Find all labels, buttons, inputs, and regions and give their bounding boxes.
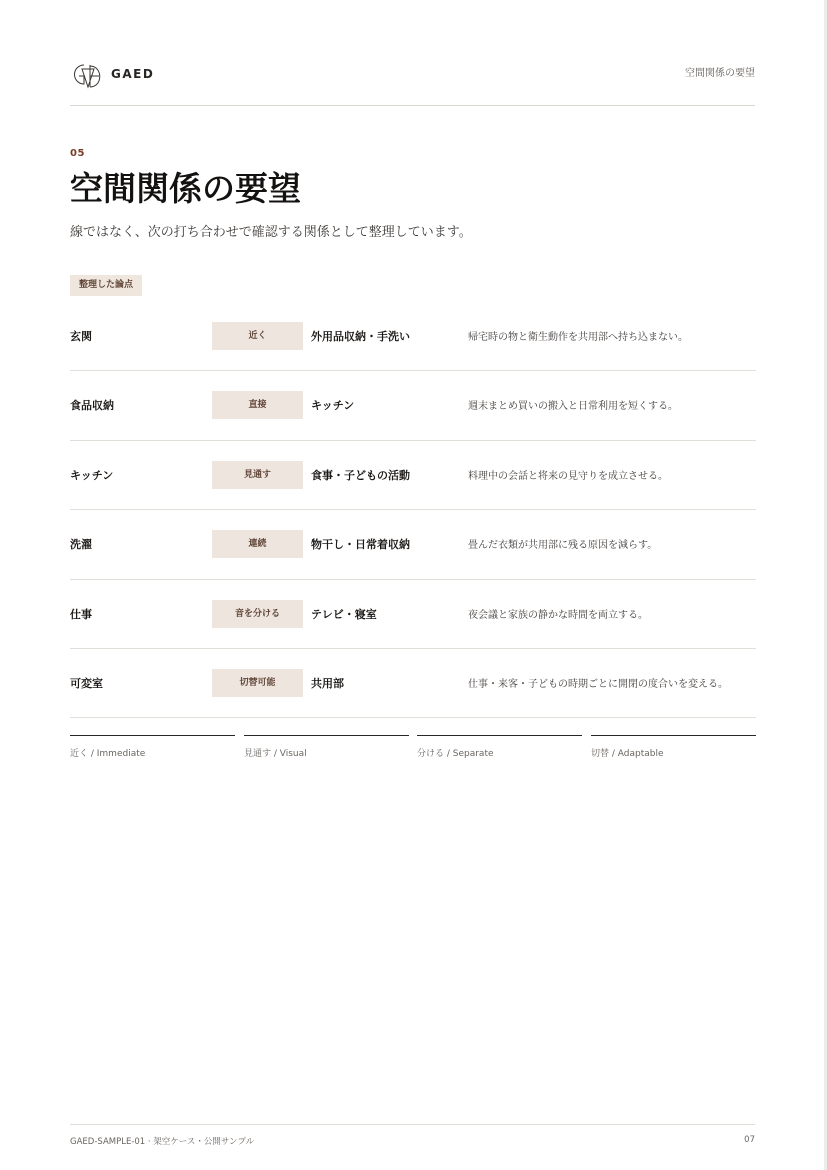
page-footer <box>70 1124 755 1155</box>
relation-badge: 連続 <box>212 530 303 558</box>
relation-row <box>70 580 756 649</box>
relation-description: 料理中の会話と将来の見守りを成立させる。 <box>468 470 668 482</box>
relation-to: 共用部 <box>311 676 344 690</box>
section-number: 05 <box>70 148 85 159</box>
footer-document-id: GAED-SAMPLE-01 · 架空ケース・公開サンプル <box>70 1137 255 1147</box>
legend-label: 近く / Immediate <box>70 749 146 759</box>
relation-row <box>70 441 756 510</box>
page-title: 空間関係の要望 <box>70 169 301 208</box>
relations-list <box>70 302 756 718</box>
relation-to: キッチン <box>311 399 355 413</box>
relation-row <box>70 302 756 371</box>
relation-description: 仕事・来客・子どもの時期ごとに開閉の度合いを変える。 <box>468 678 728 690</box>
header-title: 空間関係の要望 <box>685 68 755 79</box>
relation-from: 洗濯 <box>70 538 92 552</box>
page-number: 07 <box>744 1135 755 1145</box>
relation-from: 可変室 <box>70 676 103 690</box>
relation-from: キッチン <box>70 468 114 482</box>
legend-item-immediate <box>70 735 235 759</box>
relation-row <box>70 649 756 718</box>
relation-to: 食事・子どもの活動 <box>311 468 410 482</box>
relation-badge: 直接 <box>212 391 303 419</box>
legend-item-adaptable <box>591 735 756 759</box>
relation-to: 物干し・日常着収納 <box>311 538 410 552</box>
relation-to: テレビ・寝室 <box>311 607 377 621</box>
relation-badge: 音を分ける <box>212 600 303 628</box>
legend-label: 切替 / Adaptable <box>591 749 664 759</box>
relation-description: 週末まとめ買いの搬入と日常利用を短くする。 <box>468 401 678 413</box>
relation-from: 食品収納 <box>70 399 114 413</box>
relation-badge: 近く <box>212 322 303 350</box>
brand-name: GAED <box>111 67 155 81</box>
legend-label: 見通す / Visual <box>244 749 307 759</box>
relation-description: 帰宅時の物と衛生動作を共用部へ持ち込まない。 <box>468 332 688 343</box>
relation-row <box>70 371 756 440</box>
lead-text: 線ではなく、次の打ち合わせで確認する関係として整理しています。 <box>70 225 472 240</box>
section-tag: 整理した論点 <box>70 275 142 296</box>
relation-to: 外用品収納・手洗い <box>311 330 410 343</box>
page-header <box>70 58 755 106</box>
relation-badge: 見通す <box>212 461 303 489</box>
relation-badge: 切替可能 <box>212 669 303 697</box>
relation-description: 夜会議と家族の静かな時間を両立する。 <box>468 609 648 621</box>
relation-from: 玄関 <box>70 330 92 343</box>
gaed-logo-mark <box>70 60 104 90</box>
legend-item-separate <box>417 735 582 759</box>
legend-item-visual <box>244 735 409 759</box>
relation-from: 仕事 <box>70 607 92 621</box>
relation-row <box>70 510 756 579</box>
relation-description: 畳んだ衣類が共用部に残る原因を減らす。 <box>468 540 658 552</box>
legend-label: 分ける / Separate <box>417 749 494 759</box>
legend <box>70 735 756 765</box>
